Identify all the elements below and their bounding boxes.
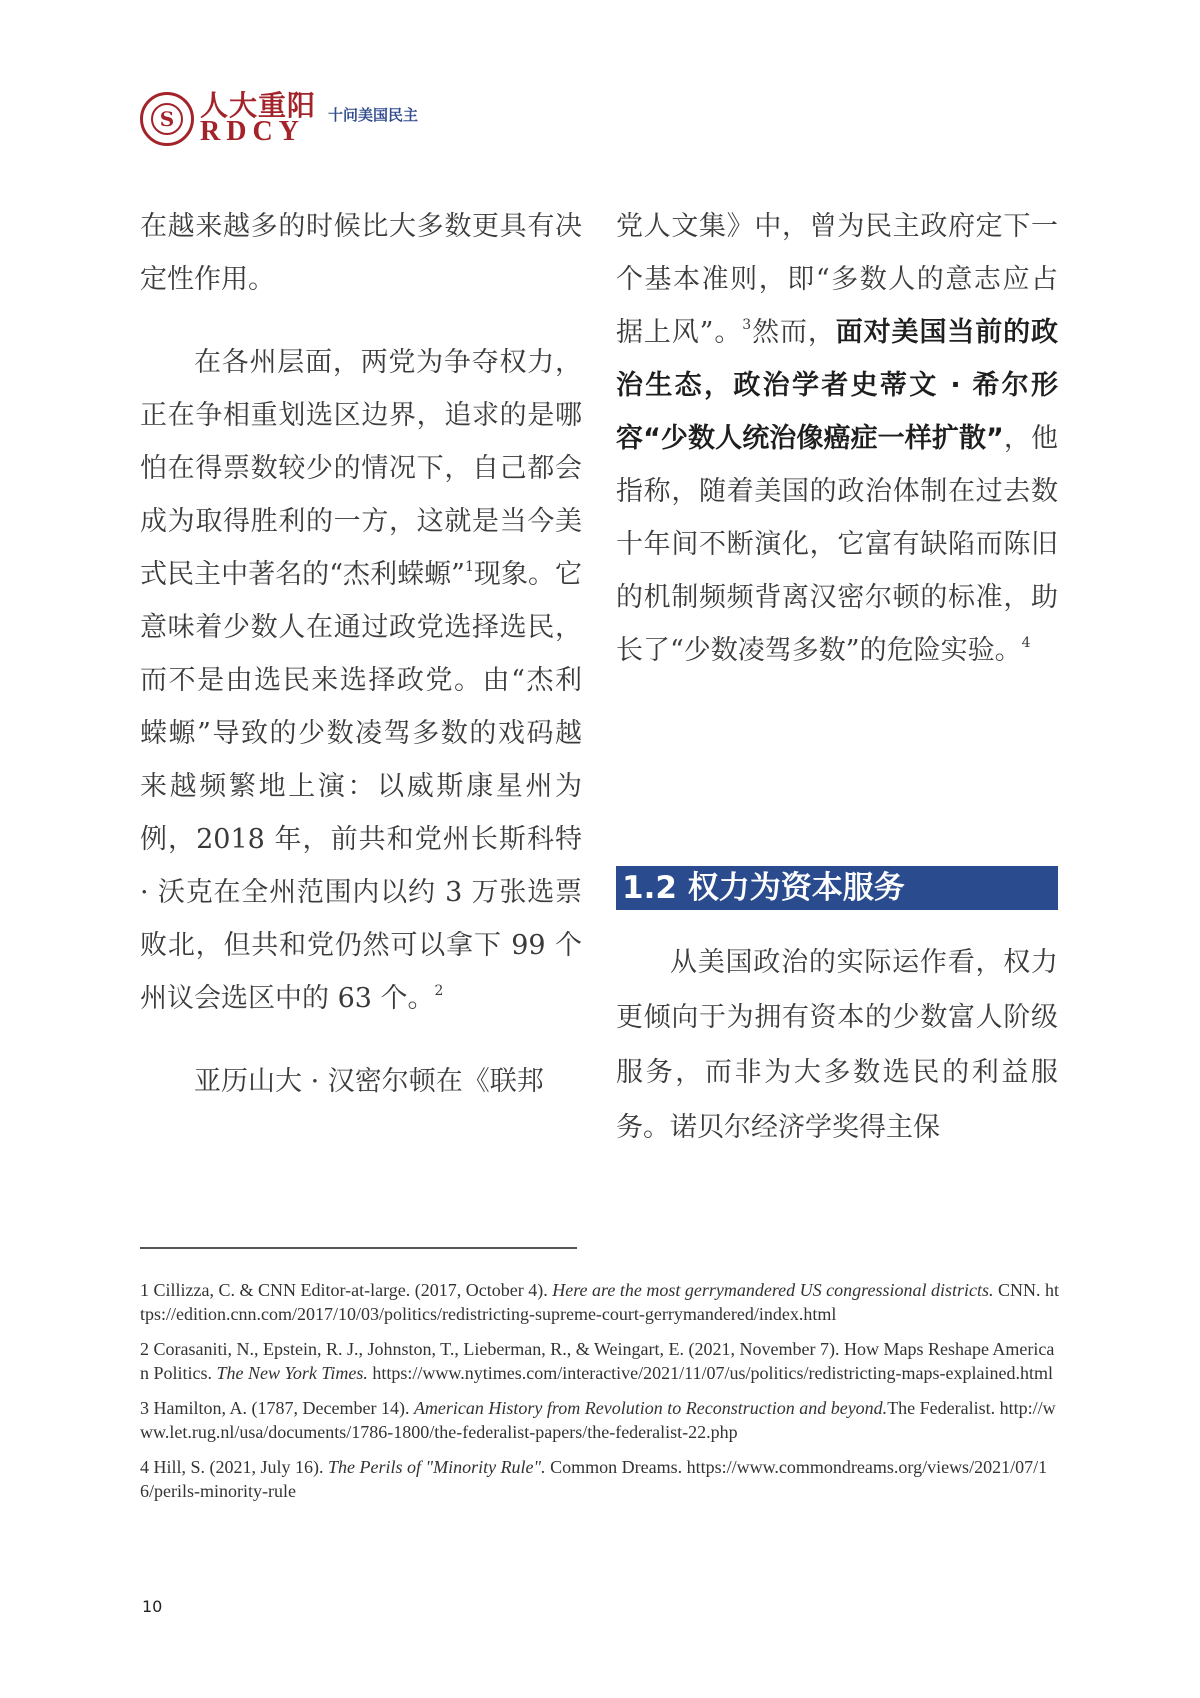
section-heading: 1.2 权力为资本服务: [616, 866, 1058, 910]
series-title: 十问美国民主: [328, 106, 419, 124]
rdcy-seal-logo-icon: S: [140, 92, 194, 146]
footnote-3: 3 Hamilton, A. (1787, December 14). American History from Revolution to Reconstruction and beyond.The Federalist. http://www.let.rug.nl/usa/documents/1786-1800/the-federalist-papers/the-federalist-22.php: [140, 1398, 1056, 1442]
footnote-divider: [140, 1247, 577, 1249]
right-paragraph-2: 从美国政治的实际运作看，权力更倾向于为拥有资本的少数富人阶级服务，而非为大多数选民的利益服务。诺贝尔经济学奖得主保: [616, 947, 1058, 1143]
footnote-2-link[interactable]: https://www.nytimes.com/interactive/2021/11/07/us/politics/redistricting-maps-explained.html: [367, 1363, 1053, 1383]
footnote-ref-4: 4: [1021, 635, 1031, 651]
footnote-1-link[interactable]: CNN. https://edition.cnn.com/2017/10/03/politics/redistricting-supreme-court-gerrymandered/index.html: [140, 1280, 1060, 1324]
left-paragraph-3: 亚历山大 · 汉密尔顿在《联邦: [194, 1066, 544, 1097]
footnote-3-link[interactable]: The Federalist. http://www.let.rug.nl/usa/documents/1786-1800/the-federalist-papers/the-federalist-22.php: [140, 1398, 1056, 1442]
footnote-ref-1: 1: [464, 559, 474, 575]
logo-chinese-name: 人大重阳: [200, 89, 317, 122]
footnote-4: 4 Hill, S. (2021, July 16). The Perils of "Minority Rule". Common Dreams. https://www.commondreams.org/views/2021/07/16/perils-minority-rule: [140, 1457, 1048, 1501]
right-column: [616, 200, 1058, 677]
footnote-1: 1 Cillizza, C. & CNN Editor-at-large. (2017, October 4). Here are the most gerrymandered US congressional districts. CNN. https://edition.cnn.com/2017/10/03/politics/redistricting-supreme-court-gerrymandered/index.html: [140, 1280, 1060, 1324]
page-number: 10: [142, 1597, 163, 1616]
bold-quote: 面对美国当前的政治生态，政治学者史蒂文 · 希尔形容“少数人统治像癌症一样扩散”: [616, 317, 1059, 454]
left-paragraph-2: 在各州层面，两党为争夺权力，正在争相重划选区边界，追求的是哪怕在得票数较少的情况下，自己都会成为取得胜利的一方，这就是当今美式民主中著名的“杰利蝾螈”$^1$现象。它意味着少数人在通过政党选择选民，而不是由选民来选择政党。由“杰利蝾螈”导致的少数凌驾多数的戏码越来越频繁地上演：以威斯康星州为例，2018 年，前共和党州长斯科特 · 沃克在全州范围内以约 3 万张选票败北，但共和党仍然可以拿下 99 个州议会选区中的 63 个。$^2$: [140, 347, 583, 1014]
footnote-ref-2: 2: [434, 983, 444, 999]
left-column: [140, 200, 582, 1108]
footnote-ref-3: 3: [742, 317, 752, 333]
logo-english-name: RDCY: [200, 116, 305, 147]
footnotes: [140, 1278, 1060, 1514]
right-paragraph-1: 党人文集》中，曾为民主政府定下一个基本准则，即“多数人的意志应占据上风”。$^3$然而，面对美国当前的政治生态，政治学者史蒂文 · 希尔形容“少数人统治像癌症一样扩散”，他指称，随着美国的政治体制在过去数十年间不断演化，它富有缺陷而陈旧的机制频频背离汉密尔顿的标准，助长了“少数凌驾多数”的危险实验。$^4$: [616, 211, 1059, 666]
right-column-section: [616, 935, 1058, 1155]
footnote-4-link[interactable]: Common Dreams. https://www.commondreams.org/views/2021/07/16/perils-minority-rule: [140, 1457, 1048, 1501]
left-paragraph-1: 在越来越多的时候比大多数更具有决定性作用。: [140, 211, 582, 295]
footnote-2: 2 Corasaniti, N., Epstein, R. J., Johnston, T., Lieberman, R., & Weingart, E. (2021, November 7). How Maps Reshape American Politics. The New York Times. https://www.nytimes.com/interactive/2021/11/07/us/politics/redistricting-maps-explained.html: [140, 1339, 1055, 1383]
